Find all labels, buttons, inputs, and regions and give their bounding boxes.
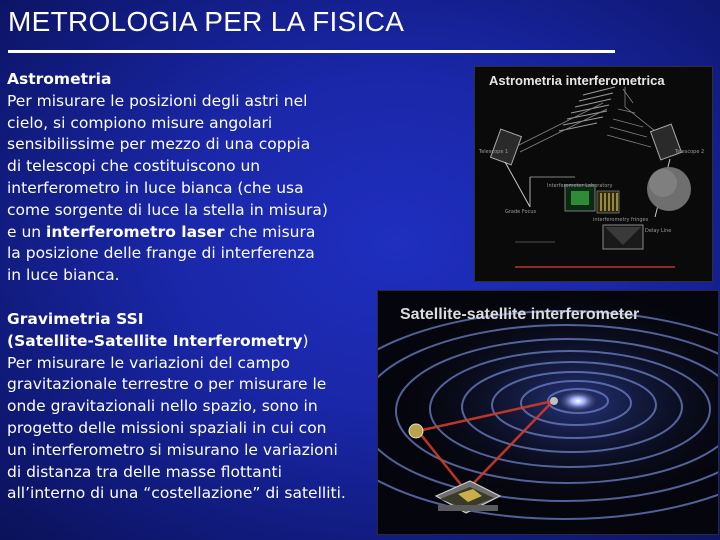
gravimetry-line: di distanza tra delle masse flottanti [7,462,282,481]
gravimetry-subheading [7,331,367,353]
astrometry-line: di telescopi che costituiscono un [7,157,261,176]
astrometry-diagram-caption: Astrometria interferometrica [489,73,665,88]
astrometry-line: interferometro in luce bianca (che usa [7,178,304,197]
astrometry-diagram-image [474,66,713,282]
astrometry-line: come sorgente di luce la stella in misura) [7,200,328,219]
astrometry-heading: Astrometria [7,70,112,88]
gravimetry-line: un interferometro si misurano le variazioni [7,440,338,459]
gravimetry-section [7,309,367,505]
astrometry-line: la posizione delle frange di interferenza [7,244,315,263]
title-underline [8,50,615,53]
svg-text:Telescope 1: Telescope 1 [479,149,509,155]
ssi-expansion: (Satellite-Satellite Interferometry [7,331,303,350]
gravimetry-line: Per misurare le variazioni del campo [7,353,290,372]
line-prefix: e un [7,222,47,241]
satellite-right [550,397,558,405]
satellite-interferometer-caption: Satellite-satellite interferometer [400,306,640,323]
astrometry-line: in luce bianca. [7,266,120,285]
line-suffix: che misura [224,222,316,241]
gravimetry-line: progetto delle missioni spaziali in cui con [7,418,327,437]
gravimetry-line: gravitazionale terrestre o per misurare le [7,375,327,394]
slide-title: METROLOGIA PER LA FISICA [8,6,405,37]
astrometry-section [7,69,357,287]
astrometry-line: sensibilissime per mezzo di una coppia [7,135,311,154]
laser-interferometer-term: interferometro laser [46,222,225,241]
gravimetry-line: onde gravitazionali nello spazio, sono in [7,397,318,416]
svg-text:Interferometer Laboratory: Interferometer Laboratory [547,183,613,189]
spacetime-ripples-graphic [378,291,718,534]
gravimetry-line: all’interno di una “costellazione” di satelliti. [7,484,346,503]
satellite-interferometer-image [377,290,719,535]
astrometry-diagram-graphic [475,67,712,281]
svg-text:Telescope 2: Telescope 2 [675,149,705,155]
gravimetry-heading: Gravimetria SSI [7,310,144,328]
svg-text:interferometry fringes: interferometry fringes [593,217,649,223]
satellite-left [409,424,423,438]
svg-text:Grade Focus: Grade Focus [505,209,537,215]
astrometry-line: cielo, si compiono misure angolari [7,113,273,132]
astrometry-line-laser [7,222,357,244]
ssi-close-paren: ) [302,331,309,350]
svg-text:Delay Line: Delay Line [645,228,672,234]
astrometry-line: Per misurare le posizioni degli astri nel [7,91,308,110]
